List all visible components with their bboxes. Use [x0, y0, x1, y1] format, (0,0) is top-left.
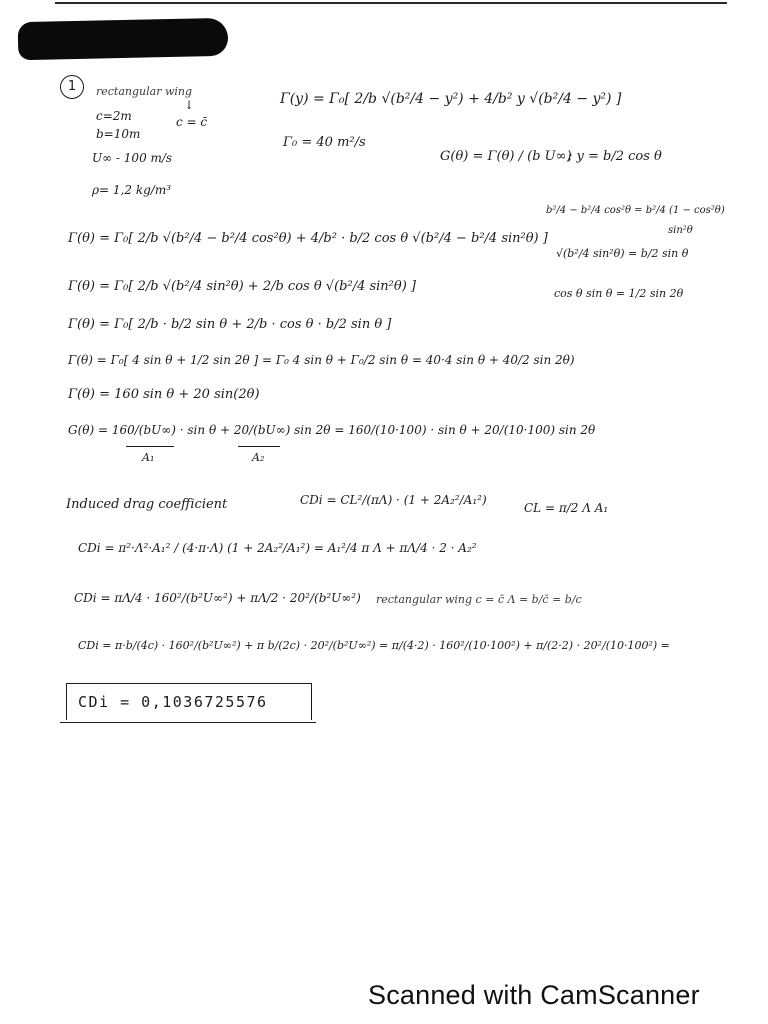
given-title: rectangular wing — [96, 85, 193, 98]
chord-equals-mean: c = c̄ — [176, 115, 208, 129]
cdi-step-2: CDi = πΛ/4 · 160²/(b²U∞²) + πΛ/2 · 20²/(b²U∞²) — [74, 591, 361, 605]
given-span: b=10m — [96, 127, 141, 141]
cdi-definition: CDi = CL²/(πΛ) · (1 + 2A₂²/A₁²) — [300, 493, 487, 507]
given-velocity: U∞ - 100 m/s — [92, 151, 173, 165]
gamma-zero: Γ₀ = 40 m²/s — [283, 135, 366, 150]
derivation-line-2: Γ(θ) = Γ₀[ 2/b √(b²/4 sin²θ) + 2/b cos θ √(b²/4 sin²θ) ] — [68, 279, 416, 294]
cdi-step-3: CDi = π·b/(4c) · 160²/(b²U∞²) + π b/(2c) · 20²/(b²U∞²) = π/(4·2) · 160²/(10·100²) + π/(2·2) · 20²/(10·100²) = — [78, 639, 670, 652]
page-top-edge — [55, 2, 727, 4]
circulation-distribution: Γ(y) = Γ₀[ 2/b √(b²/4 − y²) + 4/b² y √(b²/4 − y²) ] — [280, 91, 622, 107]
identity-note-1: b²/4 − b²/4 cos²θ = b²/4 (1 − cos²θ) — [546, 205, 725, 216]
identity-note-3: cos θ sin θ = 1/2 sin 2θ — [554, 287, 684, 300]
redaction-mark — [18, 18, 229, 60]
cl-definition: CL = π/2 Λ A₁ — [524, 501, 609, 515]
a2-label: A₂ — [252, 451, 265, 464]
given-chord: c=2m — [96, 109, 132, 123]
a2-underline — [238, 446, 280, 447]
cdi-step-1: CDi = π²·Λ²·A₁² / (4·π·Λ) (1 + 2A₂²/A₁²) = A₁²/4 π Λ + πΛ/4 · 2 · A₂² — [78, 541, 477, 555]
cdi-result: CDi = 0,1036725576 — [78, 693, 268, 711]
derivation-line-3: Γ(θ) = Γ₀[ 2/b · b/2 sin θ + 2/b · cos θ · b/2 sin θ ] — [68, 317, 392, 332]
mean-chord-arrow: ↓ — [184, 98, 195, 112]
g-theta-definition: G(θ) = Γ(θ) / (b U∞) — [440, 149, 572, 164]
identity-note-1b: sin²θ — [668, 225, 693, 236]
problem-number: 1 — [60, 75, 84, 99]
g-theta-expression: G(θ) = 160/(bU∞) · sin θ + 20/(bU∞) sin 2θ = 160/(10·100) · sin θ + 20/(10·100) sin 2θ — [68, 423, 596, 437]
a1-underline — [126, 446, 174, 447]
induced-drag-title: Induced drag coefficient — [66, 497, 228, 512]
derivation-line-5: Γ(θ) = 160 sin θ + 20 sin(2θ) — [68, 387, 260, 402]
scanner-watermark: Scanned with CamScanner — [368, 980, 700, 1010]
y-substitution: ; y = b/2 cos θ — [568, 149, 662, 164]
a1-label: A₁ — [142, 451, 155, 464]
rectangular-wing-note: rectangular wing c = c̄ Λ = b/c̄ = b/c — [376, 593, 582, 606]
result-underline — [60, 722, 316, 723]
given-density: ρ= 1,2 kg/m³ — [92, 183, 172, 197]
derivation-line-4: Γ(θ) = Γ₀[ 4 sin θ + 1/2 sin 2θ ] = Γ₀ 4 sin θ + Γ₀/2 sin θ = 40·4 sin θ + 40/2 sin 2θ) — [68, 353, 575, 367]
derivation-line-1: Γ(θ) = Γ₀[ 2/b √(b²/4 − b²/4 cos²θ) + 4/b² · b/2 cos θ √(b²/4 − b²/4 sin²θ) ] — [68, 231, 548, 246]
identity-note-2: √(b²/4 sin²θ) = b/2 sin θ — [556, 247, 689, 260]
